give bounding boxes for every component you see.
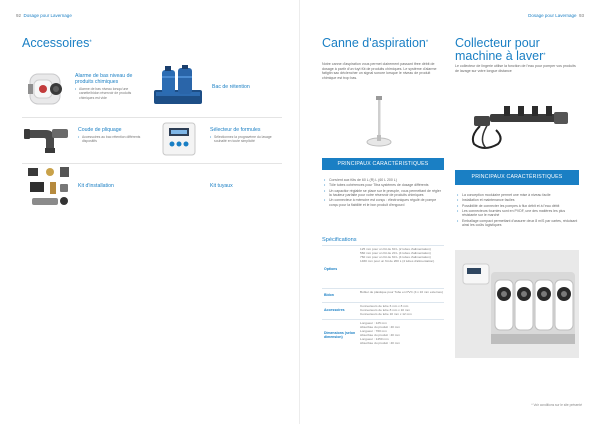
canne-feature-item: • Un capacitor réglable se place sur le pneuple, vous permettant de régler la hauteur parfaite pour votre réservoir de produits chimiques <box>324 189 442 198</box>
canne-feature-item: • Convient aux fûts de 60 L (R) L (60 L 200 L) <box>324 178 442 183</box>
collecteur-feature-item: • Installation et maintenance faciles <box>457 198 579 203</box>
specs-heading: Spécifications <box>322 237 357 243</box>
accessories-title-sup: * <box>89 40 92 46</box>
item-title-bac: Bac de rétention <box>212 84 250 90</box>
spec-value: Absorbée du produit : 40 mm <box>360 333 400 337</box>
suction-wand-image <box>362 94 396 150</box>
spec-label-accessoires: Accessoires <box>324 308 345 312</box>
spec-value: Connecteurs de tube 6 mm x 8 mm <box>360 304 409 308</box>
spec-row-accessoires <box>322 302 444 303</box>
manifold-image <box>460 96 578 154</box>
spec-values-options <box>360 247 444 263</box>
spec-value: 560 mm pour un fût de 20 L (4 tubes d'alimentation) <box>360 251 431 255</box>
specs-table <box>322 245 444 365</box>
right-page-header <box>528 13 584 18</box>
canne-feature-item: • Un connecteur à mémoire est conçu : électroniques régulé de pompe conçu pour la fiabilité et le bon produit d'engourd <box>324 198 442 207</box>
item-desc-selecteur <box>210 135 285 144</box>
spec-value: Absorbée du produit : 40 mm <box>360 325 400 329</box>
divider <box>22 117 282 118</box>
spec-value: Longueur : 760 mm <box>360 329 387 333</box>
canne-features-heading: PRINCIPAUX CARACTÉRISTIQUES <box>322 158 444 170</box>
canne-features-list <box>324 178 442 208</box>
formula-selector-image <box>160 120 198 158</box>
spec-value: Boîtier de plastique pour Tube en PVC (4 x 10 mm externes) <box>360 290 443 294</box>
spec-value: Absorbée du produit : 40 mm <box>360 341 400 345</box>
collecteur-feature-item: • Emballage compact permettant d'assurer deux 8 m/S par cartes, réduisant ainsi les coûts logistiques <box>457 219 579 228</box>
spec-values-accessoires <box>360 304 444 316</box>
spec-label-bidon: Bidon <box>324 293 334 297</box>
item-title-coude: Coude de pliquage <box>78 127 122 133</box>
collecteur-features-list <box>457 193 579 228</box>
spec-value: Longueur : 125 mm <box>360 321 387 325</box>
collecteur-feature-item: • Les connecteurs fournies sont en PVDF, une des matières les plus résistante sur le marché <box>457 209 579 218</box>
spec-row-dimensions <box>322 319 444 320</box>
alarm-device-image <box>26 68 66 110</box>
collecteur-intro: Le collecteur de lingerie utilise la fonction de l'eau pour pomper vos produits de lavage sur votre longue distance <box>455 64 576 73</box>
canne-title-sup: * <box>425 40 429 46</box>
item-title-alarm: Alarme de bas niveau de produits chimiques <box>75 73 133 85</box>
divider <box>22 163 282 164</box>
spec-value: 125 mm pour un fût de 60 L (2 tubes d'alimentation) <box>360 247 431 251</box>
collecteur-title-text: Collecteur pour machine à laver <box>455 36 544 63</box>
spec-values-bidon <box>360 290 444 294</box>
spec-values-dimensions <box>360 321 444 345</box>
item-title-selecteur: Sélecteur de formules <box>210 127 261 133</box>
spec-label-options: Options <box>324 267 338 271</box>
collecteur-title <box>455 37 585 63</box>
left-page-number: 92 <box>16 13 22 18</box>
canne-feature-item: • Tôle tubes cohérences pour Titra systèmes de dosage différents <box>324 183 442 188</box>
spec-row-options <box>322 245 444 246</box>
right-page <box>300 0 600 424</box>
canne-title-text: Canne d'aspiration <box>322 36 426 50</box>
item-desc-bullet: • Sélectionnez la progravème du lavage souhaité en toute simplicité <box>210 135 285 144</box>
spec-value: Longueur : 1450 mm <box>360 337 389 341</box>
right-page-section: Dosage pour Lavernage <box>528 13 577 18</box>
item-desc-bullet: • Alarme de bas niveau lorsqu'une canette/bidon réservoir de produits chimiques est vide <box>75 87 145 100</box>
collecteur-features-heading: PRINCIPAUX CARACTÉRISTIQUES <box>455 170 579 185</box>
installation-kit-image <box>26 166 72 210</box>
item-title-kit-tuyaux: Kit tuyaux <box>210 183 233 189</box>
pumps-photo <box>455 250 579 358</box>
spec-value: 760 mm pour un fût de 60 L (4 tubes d'alimentation) <box>360 255 431 259</box>
footnote: * Voir conditions sur le site présenté <box>531 403 582 407</box>
retention-tray-image <box>152 64 204 108</box>
collecteur-feature-item: • La conception modulaire permet une mise à niveau facile <box>457 193 579 198</box>
left-page-section: Dosage pour Lavernage <box>23 13 72 18</box>
right-page-number: 93 <box>578 13 584 18</box>
collecteur-feature-item: • Possibilité de connecter les pompes à flux débit et à l'eau débit <box>457 204 579 209</box>
spec-value: 1460 mm pour un fût de 200 L (4 tubes d'alimentation) <box>360 259 435 263</box>
accessories-title <box>22 37 92 50</box>
canne-title <box>322 37 428 50</box>
elbow-fitting-image <box>24 122 70 154</box>
item-title-kit-installation: Kit d'installation <box>78 183 114 189</box>
item-desc-bullet: • Accessoires au bac rétention différents dispositifs <box>78 135 148 144</box>
item-desc-coude <box>78 135 148 144</box>
accessories-title-text: Accessoires <box>22 36 90 50</box>
collecteur-title-sup: * <box>543 53 546 59</box>
spec-label-dimensions: Dimensions (selon dimension) <box>324 331 356 340</box>
left-page-header <box>16 13 72 18</box>
spec-row-bidon <box>322 288 444 289</box>
spec-value: Connecteurs de tube 10 mm x 12 mm <box>360 312 412 316</box>
canne-intro: Notre canne d'aspiration vous permet clairement passant ifree débit de dosage à partir d'un tuyt fût de produits chimiques. Le système d'alarme fatigtin sac déclencher un signal sonore lorsque le niveau de produit chimique est trop bas. <box>322 62 437 80</box>
item-desc-alarm <box>75 87 145 100</box>
spec-value: Connecteurs de tube 8 mm x 10 mm <box>360 308 411 312</box>
